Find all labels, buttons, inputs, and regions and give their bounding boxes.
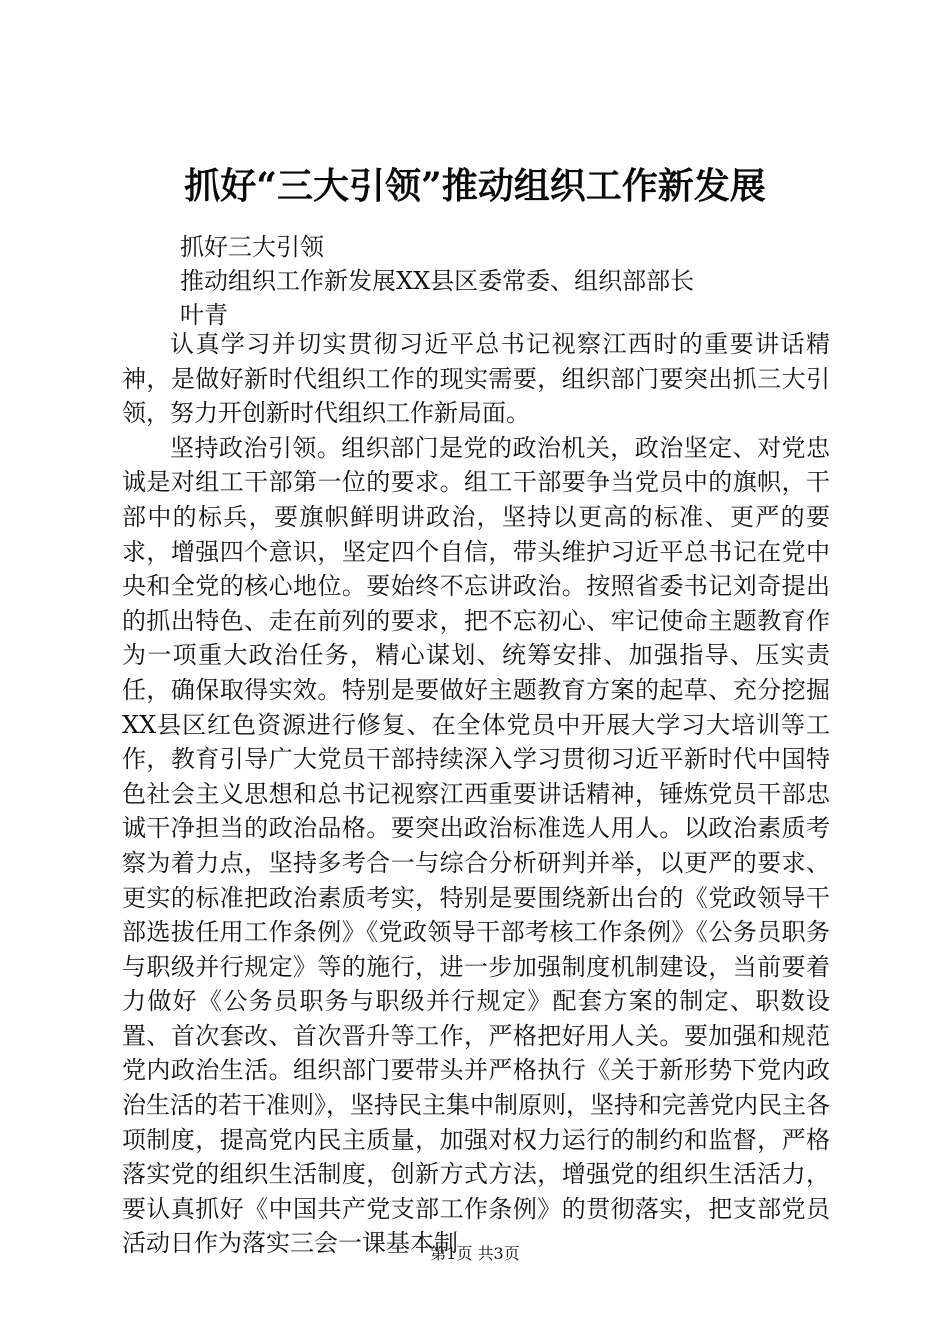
paragraph-intro: 认真学习并切实贯彻习近平总书记视察江西时的重要讲话精神，是做好新时代组织工作的现实需要，组织部门要突出抓三大引领，努力开创新时代组织工作新局面。 [122,330,830,428]
body-text [122,327,830,1261]
subtitle-block [180,230,860,332]
page-footer: 第1页 共3页 [430,1244,520,1263]
subtitle-line: 抓好三大引领 [180,233,324,261]
author-line: 推动组织工作新发展XX县区委常委、组织部部长 [180,267,695,295]
author-name: 叶青 [180,301,228,329]
paragraph-political-leadership: 坚持政治引领。组织部门是党的政治机关，政治坚定、对党忠诚是对组工干部第一位的要求。组工干部要争当党员中的旗帜，干部中的标兵，要旗帜鲜明讲政治，坚持以更高的标准、更严的要求，增强四个意识，坚定四个自信，带头维护习近平总书记在党中央和全党的核心地位。要始终不忘讲政治。按照省委书记刘奇提出的抓出特色、走在前列的要求，把不忘初心、牢记使命主题教育作为一项重大政治任务，精心谋划、统筹安排、加强指导、压实责任，确保取得实效。特别是要做好主题教育方案的起草、充分挖掘XX县区红色资源进行修复、在全体党员中开展大学习大培训等工作，教育引导广大党员干部持续深入学习贯彻习近平新时代中国特色社会主义思想和总书记视察江西重要讲话精神，锤炼党员干部忠诚干净担当的政治品格。要突出政治标准选人用人。以政治素质考察为着力点，坚持多考合一与综合分析研判并举，以更严的要求、更实的标准把政治素质考实，特别是要围绕新出台的《党政领导干部选拔任用工作条例》《党政领导干部考核工作条例》《公务员职务与职级并行规定》等的施行，进一步加强制度机制建设，当前要着力做好《公务员职务与职级并行规定》配套方案的制定、职数设置、首次套改、首次晋升等工作，严格把好用人关。要加强和规范党内政治生活。组织部门要带头并严格执行《关于新形势下党内政治生活的若干准则》，坚持民主集中制原则，坚持和完善党内民主各项制度，提高党内民主质量，加强对权力运行的制约和监督，严格落实党的组织生活制度，创新方式方法，增强党的组织生活活力，要认真抓好《中国共产党支部工作条例》的贯彻落实，把支部党员活动日作为落实三会一课基本制 [122,433,830,1258]
document-title: 抓好“三大引领”推动组织工作新发展 [184,165,766,207]
